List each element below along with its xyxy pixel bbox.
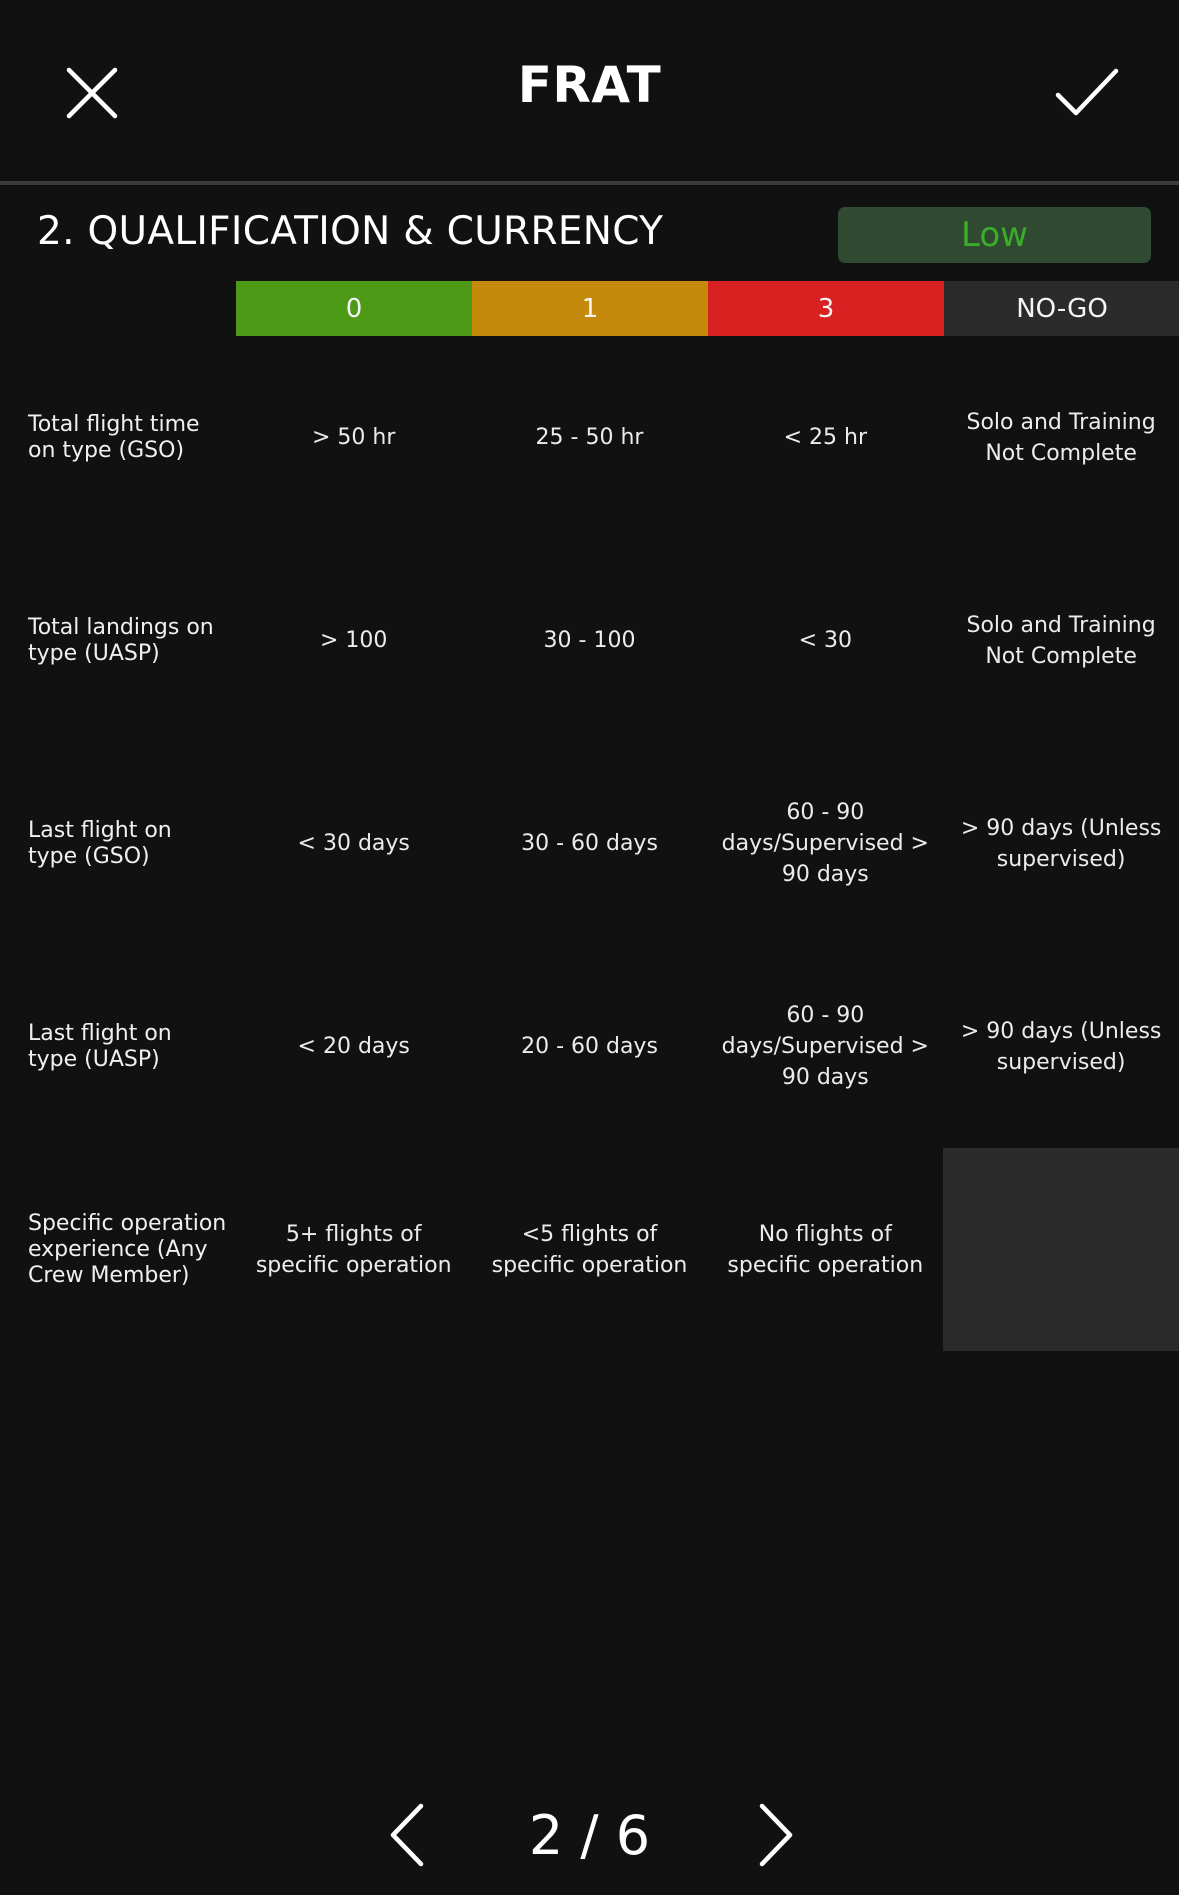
page-title: FRAT <box>517 56 662 114</box>
section-title: 2. QUALIFICATION & CURRENCY <box>37 209 664 254</box>
option-cell-score-3[interactable]: 60 - 90 days/Supervised > 90 days <box>721 1003 929 1090</box>
score-label: 3 <box>817 293 835 324</box>
score-header-3 <box>708 281 944 336</box>
app-header <box>0 0 1179 185</box>
option-cell-score-0[interactable]: < 20 days <box>297 1034 410 1059</box>
table-row <box>0 539 1179 742</box>
checkmark-icon <box>1054 67 1120 119</box>
row-label: Total flight time on type (GSO) <box>28 411 200 463</box>
option-cell-score-3[interactable]: 60 - 90 days/Supervised > 90 days <box>721 800 929 887</box>
option-cell-nogo[interactable]: Solo and Training Not Complete <box>966 612 1156 669</box>
option-cell-score-3[interactable]: < 25 hr <box>783 425 867 450</box>
option-cell-score-3[interactable]: < 30 <box>798 628 853 653</box>
table-row <box>0 742 1179 945</box>
option-cell-nogo[interactable]: Solo and Training Not Complete <box>966 409 1156 466</box>
table-row <box>0 1148 1179 1351</box>
risk-level-badge: Low <box>838 207 1151 263</box>
table-row <box>0 945 1179 1148</box>
option-cell-score-1[interactable]: 25 - 50 hr <box>535 425 644 450</box>
option-cell-score-1[interactable]: 30 - 100 <box>543 628 636 653</box>
score-header-1 <box>472 281 708 336</box>
score-label: 0 <box>345 293 363 324</box>
option-cell-nogo-empty <box>943 1148 1179 1351</box>
score-header-row <box>236 281 1179 336</box>
option-cell-nogo[interactable]: > 90 days (Unless supervised) <box>960 815 1162 872</box>
option-cell-score-1[interactable]: <5 flights of specific operation <box>491 1221 688 1278</box>
option-cell-score-0[interactable]: < 30 days <box>297 831 410 856</box>
confirm-button[interactable] <box>1032 38 1142 148</box>
score-label: NO-GO <box>1016 293 1108 324</box>
option-cell-score-3[interactable]: No flights of specific operation <box>727 1221 924 1278</box>
page-indicator: 2 / 6 <box>528 1804 651 1867</box>
option-cell-score-0[interactable]: > 50 hr <box>312 425 396 450</box>
next-page-button[interactable] <box>741 1790 811 1880</box>
row-label: Last flight on type (GSO) <box>28 817 172 869</box>
row-label: Last flight on type (UASP) <box>28 1020 172 1072</box>
row-label: Total landings on type (UASP) <box>28 614 214 666</box>
table-row <box>0 336 1179 539</box>
option-cell-nogo[interactable]: > 90 days (Unless supervised) <box>960 1018 1162 1075</box>
row-label: Specific operation experience (Any Crew Member) <box>28 1210 227 1288</box>
option-cell-score-1[interactable]: 30 - 60 days <box>521 831 658 856</box>
chevron-right-icon <box>756 1802 796 1868</box>
option-cell-score-0[interactable]: > 100 <box>320 628 388 653</box>
pager <box>0 1790 1179 1880</box>
criteria-table <box>0 336 1179 1351</box>
score-label: 1 <box>581 293 599 324</box>
score-header-0 <box>236 281 472 336</box>
option-cell-score-0[interactable]: 5+ flights of specific operation <box>255 1221 452 1278</box>
score-header-nogo <box>944 281 1179 336</box>
option-cell-score-1[interactable]: 20 - 60 days <box>521 1034 658 1059</box>
